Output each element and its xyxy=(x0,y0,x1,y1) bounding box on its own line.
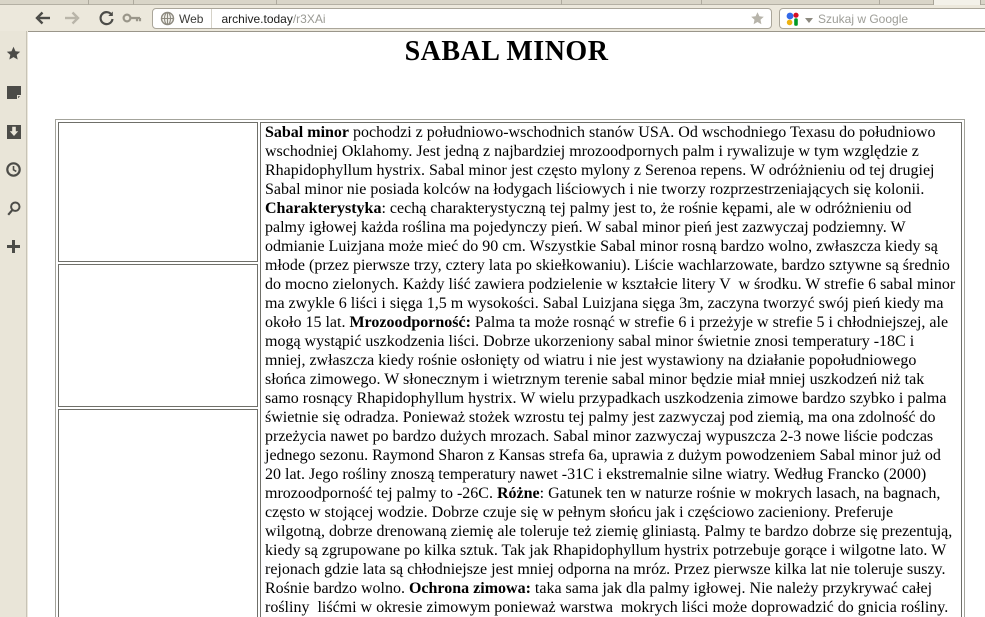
page-title: SABAL MINOR xyxy=(404,36,609,67)
forward-button[interactable] xyxy=(60,8,84,28)
extension-sidebar xyxy=(0,31,27,617)
reload-button[interactable] xyxy=(94,8,118,28)
url-path: /r3XAi xyxy=(292,11,326,26)
article-table xyxy=(55,119,965,617)
page-content xyxy=(28,31,985,617)
search-box[interactable] xyxy=(779,8,985,29)
back-button[interactable] xyxy=(31,8,55,28)
navigation-toolbar xyxy=(0,5,985,31)
chevron-down-icon xyxy=(805,18,813,23)
sidebar-add-button[interactable] xyxy=(5,238,22,255)
image-placeholder-cell xyxy=(58,122,258,262)
url-text[interactable] xyxy=(221,12,746,26)
bookmark-star-icon xyxy=(750,11,765,26)
star-icon xyxy=(6,46,21,61)
sidebar-history-button[interactable] xyxy=(5,161,22,178)
key-icon xyxy=(122,12,142,24)
search-input[interactable] xyxy=(818,12,985,26)
site-type-label: Web xyxy=(179,11,204,26)
key-button[interactable] xyxy=(120,8,144,28)
reload-icon xyxy=(98,10,115,27)
bookmark-star-button[interactable] xyxy=(750,11,765,26)
globe-icon xyxy=(160,11,175,26)
site-identity-chip[interactable] xyxy=(153,9,212,28)
search-engine-dropdown[interactable] xyxy=(805,10,813,28)
search-icon xyxy=(7,201,21,216)
sidebar-search-button[interactable] xyxy=(5,200,22,217)
sidebar-download-button[interactable] xyxy=(5,123,22,140)
plus-icon xyxy=(7,240,20,253)
back-arrow-icon xyxy=(34,10,52,26)
address-bar[interactable] xyxy=(152,8,772,29)
article-text: Sabal minor pochodzi z południowo-wschodnich stanów USA. Od wschodniego Texasu do południowo wschodniej Oklahomy. Jest jedną z najbardziej mrozoodpornych palm i rywalizuje w tym względzie z Rhapidophyllum hystrix. Sabal minor jest często mylony z Serenoa repens. W odróżnieniu od tej drugiej Sabal minor nie posiada kolców na łodygach liściowych i nie tworzy rozprzestrzeniających się kolonii. Charakterystyka: cechą charakterystyczną tej palmy jest to, że rośnie kępami, ale w odróżnieniu od palmy igłowej każda roślina ma pojedynczy pień. W sabal minor pień jest zazwyczaj podziemny. W odmianie Luizjana może mieć do 90 cm. Wszystkie Sabal minor rosną bardzo wolno, zwłaszcza kiedy są młode (przez pierwsze trzy, cztery lata po skiełkowaniu). Liście wachlarzowate, bardzo sztywne są średnio do mocno zielonych. Każdy liść zawiera podzielenie w kształcie litery V w środku. W strefie 6 sabal minor ma zwykle 6 liści i sięga 1,5 m wysokości. Sabal Luizjana sięga 3m, zaczyna tworzyć swój pień kiedy ma około 15 lat. Mrozoodporność: Palma ta może rosnąć w strefie 6 i przeżyje w strefie 5 i chłodniejszej, ale mogą wystąpić uszkodzenia liści. Dobrze ukorzeniony sabal minor świetnie znosi temperatury -18C i mniej, zwłaszcza kiedy rośnie osłonięty od wiatru i nie jest wystawiony na działanie popołudniowego słońca zimowego. W słonecznym i wietrznym terenie sabal minor będzie miał mniej uszkodzeń niż tak samo rosnący Rhapidophyllum hystrix. W wielu przypadkach uszkodzenia zimowe bardzo szybko i palma świetnie się odradza. Ponieważ stożek wzrostu tej palmy jest zazwyczaj pod ziemią, ma ona zdolność do przeżycia nawet po bardzo dużych mrozach. Sabal minor zazwyczaj wypuszcza 2-3 nowe liście podczas jednego sezonu. Raymond Sharon z Kansas strefa 6a, uprawia z dużym powodzeniem Sabal minor już od 20 lat. Jego rośliny znoszą temperatury nawet -31C i ekstremalnie silne wiatry. Według Francko (2000) mrozoodporność tej palmy to -26C. Różne: Gatunek ten w naturze rośnie w mokrych lasach, na bagnach, często w stojącej wodzie. Dobrze czuje się w pełnym słońcu jak i częściowo zacieniony. Preferuje wilgotną, dobrze drenowaną ziemię ale toleruje też ziemię gliniastą. Palmy te bardzo dobrze się prezentują, kiedy są zgrupowane po kilka sztuk. Tak jak Rhapidophyllum hystrix potrzebuje gorące i wilgotne lato. W rejonach gdzie lata są chłodniejsze jest mniej odporna na mróz. Przez pierwsze kilka lat nie toleruje suszy. Rośnie bardzo wolno. Ochrona zimowa: taka sama jak dla palmy igłowej. Nie należy przykrywać całej rośliny liśćmi w okresie zimowym ponieważ warstwa mokrych liści może doprowadzić do gnicia rośliny. xyxy=(265,124,960,616)
history-clock-icon xyxy=(6,162,21,177)
forward-arrow-icon xyxy=(63,10,81,26)
image-placeholder-cell xyxy=(58,409,258,617)
sidebar-star-button[interactable] xyxy=(5,45,22,62)
image-placeholder-cell xyxy=(58,264,258,406)
sidebar-note-button[interactable] xyxy=(5,84,22,101)
url-host: archive.today xyxy=(221,11,293,26)
download-icon xyxy=(7,125,21,139)
article-text-cell xyxy=(260,122,962,617)
google-logo-icon xyxy=(785,11,801,27)
note-icon xyxy=(7,86,21,99)
